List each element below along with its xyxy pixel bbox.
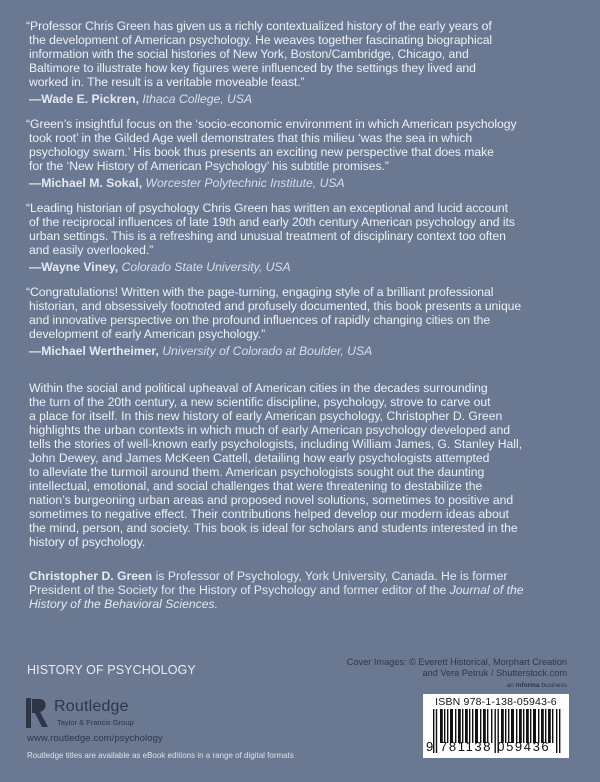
quote-line: of the reciprocal influences of late 19th and early 20th century American psychology and its xyxy=(29,215,515,229)
endorsement-quote xyxy=(26,117,574,173)
routledge-r-icon xyxy=(26,698,50,728)
description-line: intellectual, emotional, and social challenges that were threatening to destabilize the xyxy=(29,479,483,493)
quote-line: urban settings. This is a refreshing and unusual treatment of disciplinary context too often xyxy=(29,229,506,243)
quote-line: and innovative perspective on the profound influences of rapidly changing cities on the xyxy=(29,313,491,327)
description-line: sometimes to negative effect. Their contributions helped develop our modern ideas about xyxy=(29,507,509,521)
endorsement-quote xyxy=(26,201,574,257)
publisher-name: Routledge xyxy=(54,698,129,715)
bio-text: President of the Society for the History of Psychology and former editor of the xyxy=(29,583,450,597)
description-line: a place for itself. In this new history of early American psychology, Christopher D. Green xyxy=(29,409,503,423)
informa-suffix: business xyxy=(539,682,567,689)
endorsement-4 xyxy=(26,285,574,359)
endorser-institution: Ithaca College, USA xyxy=(142,92,253,106)
bio-line xyxy=(29,569,574,583)
endorsement-attribution xyxy=(29,91,574,107)
quote-line: information with the social histories of New York, Boston/Cambridge, Chicago, and xyxy=(29,47,469,61)
isbn-number: ISBN 978-1-138-05943-6 xyxy=(435,696,557,708)
quote-line: for the ‘New History of American Psychology’ his subtitle promises.” xyxy=(29,159,389,173)
bio-text: is Professor of Psychology, York University, Canada. He is former xyxy=(152,569,508,583)
quote-line: “Congratulations! Written with the page-turning, engaging style of a brilliant professional xyxy=(26,285,494,299)
credit-line: Cover Images: © Everett Historical, Morphart Creation xyxy=(346,657,567,667)
endorsement-attribution xyxy=(29,259,574,275)
bio-line xyxy=(29,597,574,611)
quote-line: the development of American psychology. He weaves together fascinating biographical xyxy=(29,33,493,47)
series-title: HISTORY OF PSYCHOLOGY xyxy=(27,663,196,677)
quote-line: worked in. The result is a veritable moveable feast.” xyxy=(29,75,305,89)
description-line: to alleviate the turmoil around them. American psychologists sought out the daunting xyxy=(29,465,485,479)
endorser-name: —Michael Wertheimer, xyxy=(29,344,159,358)
informa-prefix: an xyxy=(506,682,516,689)
description-line: nation’s burgeoning urban areas and proposed novel solutions, sometimes to positive and xyxy=(29,493,514,507)
quote-line: historian, and obsessively footnoted and profusely documented, this book presents a unique xyxy=(29,299,522,313)
isbn-barcode xyxy=(423,694,569,758)
description-line: highlights the urban contexts in which much of early American psychology developed and xyxy=(29,423,511,437)
bio-line xyxy=(29,583,574,597)
quote-line: took root’ in the Gilded Age well demonstrates that this milieu ‘was the sea in which xyxy=(29,131,473,145)
author-name: Christopher D. Green xyxy=(29,569,153,583)
publisher-logo xyxy=(26,698,186,734)
journal-title: History of the Behavioral Sciences. xyxy=(29,597,218,611)
description-line: tells the stories of well-known early psychologists, including William James, G. Stanley Hall, xyxy=(29,437,523,451)
publisher-group: Taylor & Francis Group xyxy=(57,718,134,727)
description-line: Within the social and political upheaval of American cities in the decades surrounding xyxy=(29,381,488,395)
quote-line: and easily overlooked.” xyxy=(29,243,154,257)
quote-line: “Green’s insightful focus on the ‘socio-economic environment in which American psychology xyxy=(26,117,517,131)
description-line: history of psychology. xyxy=(29,535,146,549)
description-line: the mind, person, and society. This book is ideal for scholars and students interested in the xyxy=(29,521,518,535)
description-line: John Dewey, and James McKeen Cattell, detailing how early psychologists attempted xyxy=(29,451,490,465)
journal-title: Journal of the xyxy=(449,583,524,597)
endorsement-quote xyxy=(26,285,574,341)
endorser-institution: University of Colorado at Boulder, USA xyxy=(162,344,373,358)
author-bio xyxy=(29,569,574,611)
quote-line: psychology swam.’ His book thus presents an exciting new perspective that does make xyxy=(29,145,494,159)
cover-credits xyxy=(347,657,567,679)
quote-line: Baltimore to illustrate how key figures were influenced by the settings they lived and xyxy=(29,61,476,75)
quote-line: “Professor Chris Green has given us a richly contextualized history of the early years of xyxy=(26,19,492,33)
informa-tagline xyxy=(507,682,567,689)
quote-line: development of early American psychology.” xyxy=(29,327,266,341)
ebook-notice: Routledge titles are available as eBook editions in a range of digital formats xyxy=(27,751,294,760)
endorser-name: —Michael M. Sokal, xyxy=(29,176,143,190)
endorsement-attribution xyxy=(29,343,574,359)
publisher-url[interactable]: www.routledge.com/psychology xyxy=(27,733,163,744)
endorsement-1 xyxy=(26,19,574,107)
description-line: the turn of the 20th century, a new scientific discipline, psychology, strove to carve out xyxy=(29,395,491,409)
endorser-institution: Worcester Polytechnic Institute, USA xyxy=(145,176,345,190)
back-cover-text xyxy=(26,19,574,611)
endorser-institution: Colorado State University, USA xyxy=(121,260,291,274)
endorser-name: —Wade E. Pickren, xyxy=(29,92,139,106)
informa-brand: informa xyxy=(515,682,540,689)
barcode-digits: 9 781138 059436 xyxy=(426,739,551,754)
endorsement-quote xyxy=(26,19,574,89)
endorsement-attribution xyxy=(29,175,574,191)
endorsement-3 xyxy=(26,201,574,275)
quote-line: “Leading historian of psychology Chris Green has written an exceptional and lucid account xyxy=(26,201,508,215)
endorsement-2 xyxy=(26,117,574,191)
book-description xyxy=(29,381,574,549)
endorser-name: —Wayne Viney, xyxy=(29,260,119,274)
credit-line: and Vera Petruk / Shutterstock.com xyxy=(422,668,567,678)
